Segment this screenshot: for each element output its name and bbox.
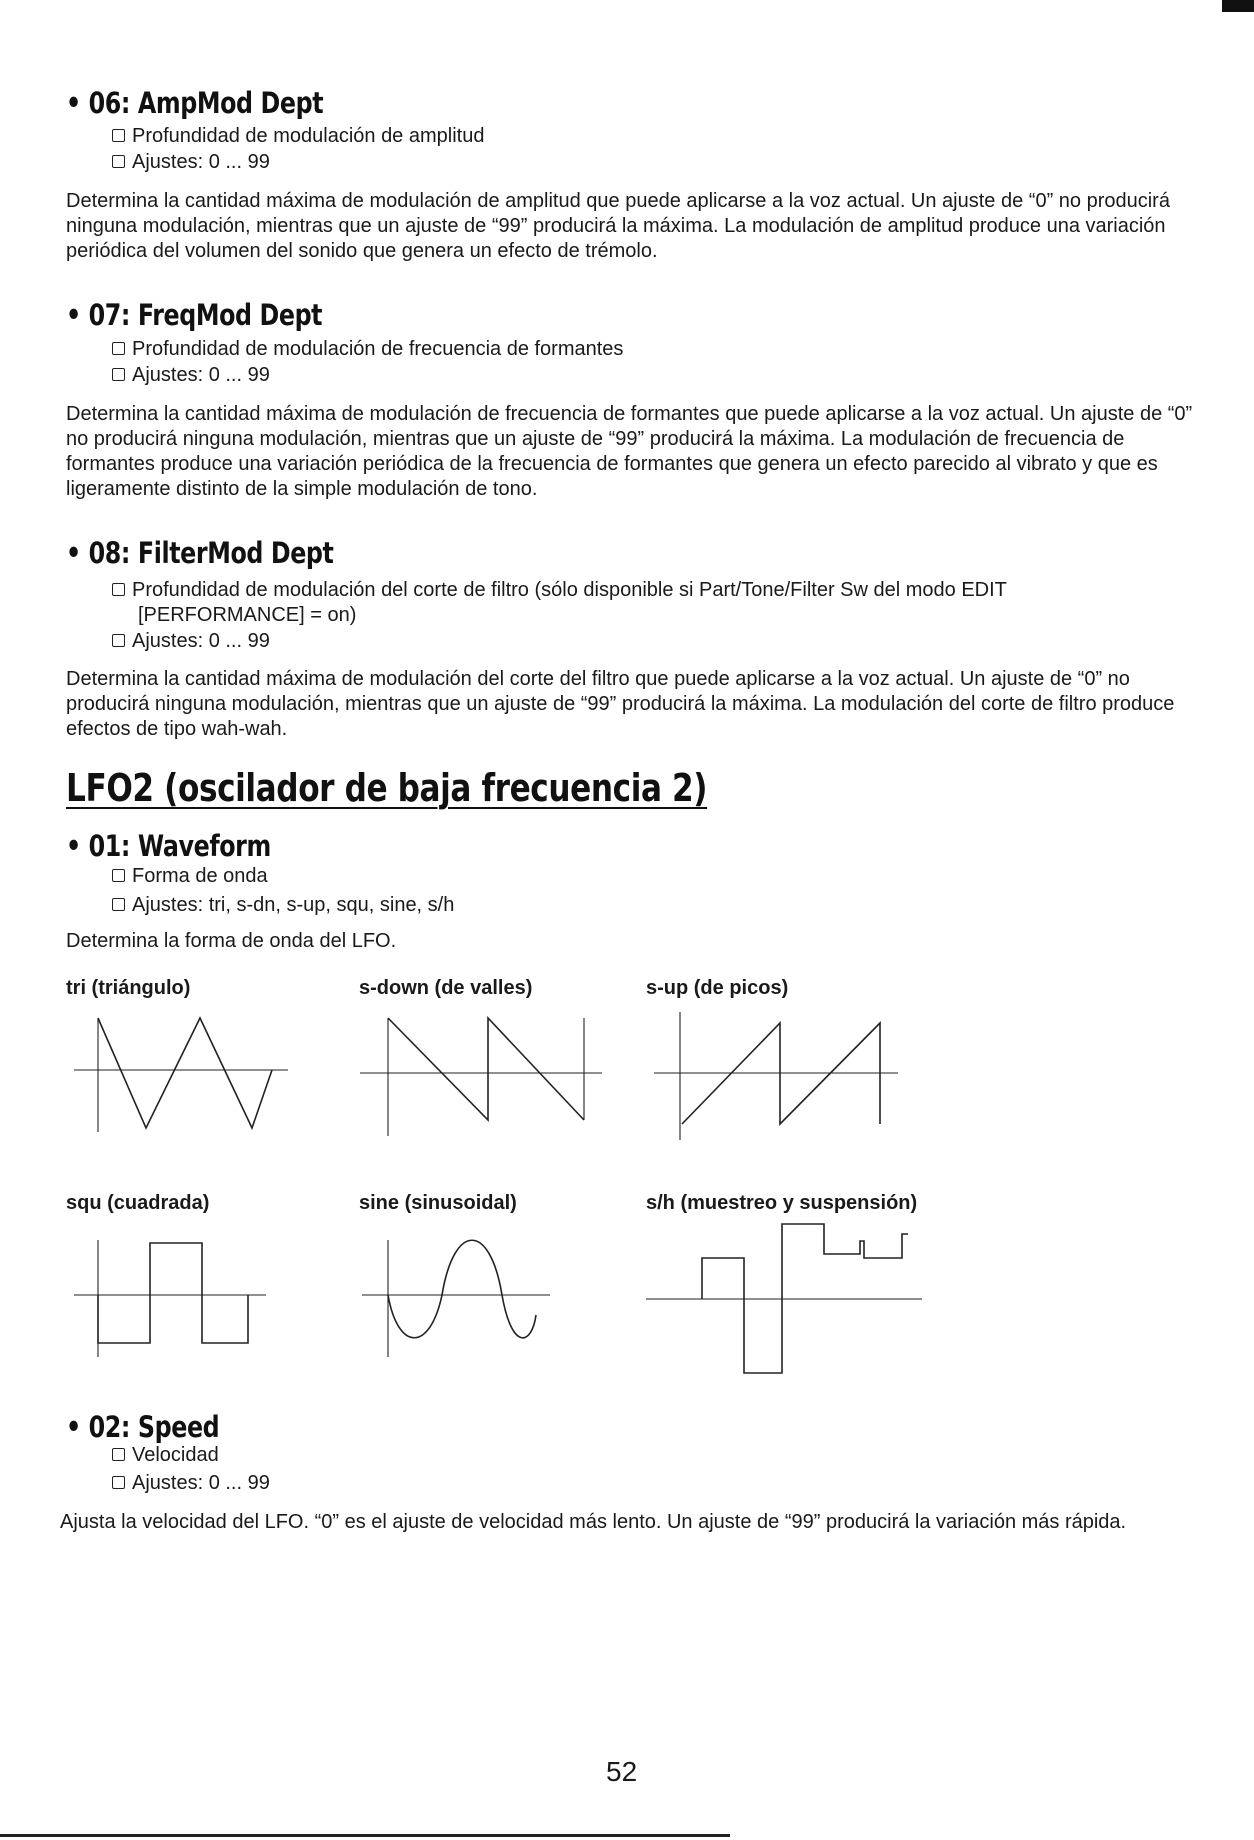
- wave-label-squ: squ (cuadrada): [66, 1192, 210, 1214]
- wave-label-sine: sine (sinusoidal): [359, 1192, 517, 1214]
- bottom-rule: [0, 1834, 730, 1837]
- sup-waveform-diagram: [654, 1012, 898, 1140]
- ampmod-item-2: Ajustes: 0 ... 99: [112, 150, 270, 175]
- filtermod-item-2: Ajustes: 0 ... 99: [112, 629, 270, 654]
- wave-label-sh: s/h (muestreo y suspensión): [646, 1192, 918, 1214]
- squ-waveform-diagram: [74, 1240, 266, 1357]
- speed-description: Ajusta la velocidad del LFO. “0” es el ajuste de velocidad más lento. Un ajuste de “99” producirá la variación más rápida.: [60, 1511, 1127, 1533]
- tri-waveform-diagram: [74, 1018, 288, 1132]
- waveform-heading: • 01: Waveform: [66, 829, 271, 863]
- filtermod-description: Determina la cantidad máxima de modulación del corte del filtro que puede aplicarse a la voz actual. Un ajuste de “0” no producirá ninguna modulación, mientras que un ajuste de “99” producirá la máxima. La modulación del corte de filtro produce efectos de tipo wah-wah.: [66, 668, 1175, 740]
- waveform-item-2: Ajustes: tri, s-dn, s-up, squ, sine, s/h: [112, 893, 454, 918]
- checkbox-icon: [112, 1448, 125, 1461]
- page-number: 52: [606, 1756, 638, 1787]
- ampmod-description: Determina la cantidad máxima de modulación de amplitud que puede aplicarse a la voz actual. Un ajuste de “0” no producirá ninguna modulación, mientras que un ajuste de “99” producirá la máxima. La modulación de amplitud produce una variación periódica del volumen del sonido que genera un efecto de trémolo.: [66, 190, 1170, 262]
- speed-item-1: Velocidad: [112, 1443, 219, 1468]
- speed-heading: • 02: Speed: [66, 1410, 220, 1444]
- freqmod-item-1: Profundidad de modulación de frecuencia de formantes: [112, 337, 623, 362]
- freqmod-heading: • 07: FreqMod Dept: [66, 298, 323, 332]
- lfo2-section-title: LFO2 (oscilador de baja frecuencia 2): [66, 766, 708, 810]
- wave-label-tri: tri (triángulo): [66, 977, 191, 999]
- sine-waveform-diagram: [362, 1240, 550, 1357]
- freqmod-description: Determina la cantidad máxima de modulación de frecuencia de formantes que puede aplicarse a la voz actual. Un ajuste de “0” no producirá ninguna modulación, mientras que un ajuste de “99” producirá la máxima. La modulación de frecuencia de formantes produce una variación periódica de la frecuencia de formantes que genera un efecto parecido al vibrato y que es ligeramente distinto de la simple modulación de tono.: [66, 403, 1193, 500]
- sdown-waveform-diagram: [360, 1018, 602, 1136]
- wave-label-sdown: s-down (de valles): [359, 977, 533, 999]
- sh-waveform-diagram: [646, 1224, 922, 1373]
- wave-label-sup: s-up (de picos): [646, 977, 789, 999]
- waveform-description: Determina la forma de onda del LFO.: [66, 930, 397, 952]
- checkbox-icon: [112, 1476, 125, 1489]
- ampmod-heading: • 06: AmpMod Dept: [66, 86, 324, 120]
- ampmod-item-1: Profundidad de modulación de amplitud: [112, 124, 484, 149]
- speed-item-2: Ajustes: 0 ... 99: [112, 1471, 270, 1496]
- waveform-item-1: Forma de onda: [112, 864, 268, 889]
- filtermod-heading: • 08: FilterMod Dept: [66, 536, 334, 570]
- filtermod-item-1: Profundidad de modulación del corte de filtro (sólo disponible si Part/Tone/Filter Sw del modo EDIT: [112, 578, 1007, 603]
- filtermod-item-1-cont: [PERFORMANCE] = on): [138, 604, 357, 626]
- freqmod-item-2: Ajustes: 0 ... 99: [112, 363, 270, 388]
